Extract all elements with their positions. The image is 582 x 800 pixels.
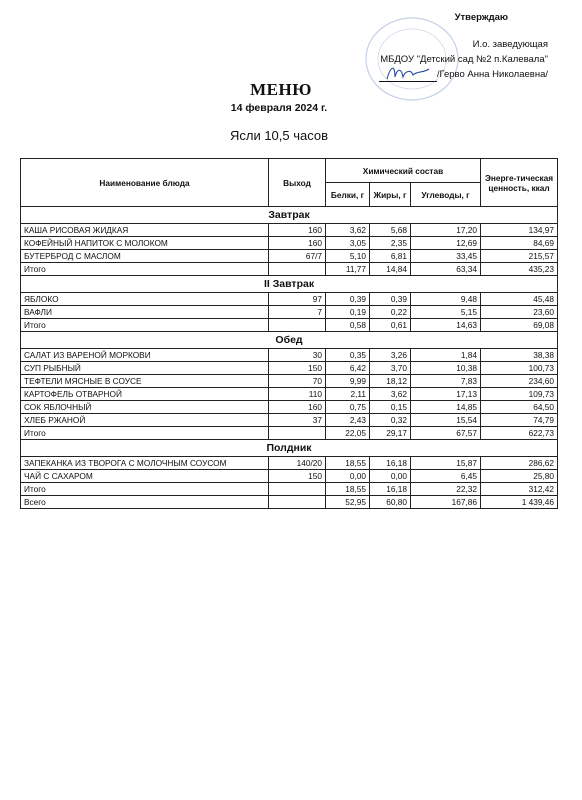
header-output: Выход (269, 159, 326, 207)
grand-total-label: Всего (21, 496, 269, 509)
section-row (21, 440, 558, 457)
dish-fat: 5,68 (370, 224, 411, 237)
total-fat: 29,17 (370, 427, 411, 440)
total-fat: 16,18 (370, 483, 411, 496)
dish-fat: 6,81 (370, 250, 411, 263)
total-label: Итого (21, 263, 269, 276)
total-protein: 11,77 (326, 263, 370, 276)
dish-energy: 109,73 (481, 388, 558, 401)
dish-energy: 23,60 (481, 306, 558, 319)
section-row (21, 332, 558, 349)
header-fat: Жиры, г (370, 183, 411, 207)
total-energy: 622,73 (481, 427, 558, 440)
dish-protein: 2,43 (326, 414, 370, 427)
total-fat: 14,84 (370, 263, 411, 276)
total-carbs: 22,32 (411, 483, 481, 496)
dish-fat: 0,15 (370, 401, 411, 414)
dish-name: ЯБЛОКО (21, 293, 269, 306)
dish-output: 160 (269, 401, 326, 414)
section-title: Завтрак (21, 207, 558, 224)
dish-protein: 9,99 (326, 375, 370, 388)
menu-table (20, 158, 558, 509)
dish-protein: 0,19 (326, 306, 370, 319)
section-title: II Завтрак (21, 276, 558, 293)
dish-carbs: 15,87 (411, 457, 481, 470)
total-protein: 0,58 (326, 319, 370, 332)
dish-energy: 38,38 (481, 349, 558, 362)
dish-carbs: 14,85 (411, 401, 481, 414)
total-row (21, 263, 558, 276)
dish-name: САЛАТ ИЗ ВАРЕНОЙ МОРКОВИ (21, 349, 269, 362)
dish-output: 70 (269, 375, 326, 388)
dish-name: ВАФЛИ (21, 306, 269, 319)
grand-total-energy: 1 439,46 (481, 496, 558, 509)
total-label: Итого (21, 427, 269, 440)
dish-energy: 134,97 (481, 224, 558, 237)
approval-title: Утверждаю (454, 12, 508, 23)
table-row (21, 414, 558, 427)
header-dish-name: Наименование блюда (21, 159, 269, 207)
dish-carbs: 5,15 (411, 306, 481, 319)
dish-carbs: 9,48 (411, 293, 481, 306)
dish-output: 37 (269, 414, 326, 427)
total-protein: 22,05 (326, 427, 370, 440)
dish-fat: 0,00 (370, 470, 411, 483)
total-energy: 312,42 (481, 483, 558, 496)
total-row (21, 483, 558, 496)
table-row (21, 375, 558, 388)
dish-energy: 215,57 (481, 250, 558, 263)
grand-total-row (21, 496, 558, 509)
dish-fat: 0,22 (370, 306, 411, 319)
dish-carbs: 7,83 (411, 375, 481, 388)
dish-name: КОФЕЙНЫЙ НАПИТОК С МОЛОКОМ (21, 237, 269, 250)
table-row (21, 293, 558, 306)
total-carbs: 67,57 (411, 427, 481, 440)
grand-total-output (269, 496, 326, 509)
dish-carbs: 12,69 (411, 237, 481, 250)
dish-energy: 74,79 (481, 414, 558, 427)
table-row (21, 224, 558, 237)
header-carbs: Углеводы, г (411, 183, 481, 207)
total-energy: 435,23 (481, 263, 558, 276)
dish-fat: 16,18 (370, 457, 411, 470)
dish-protein: 3,05 (326, 237, 370, 250)
dish-carbs: 17,13 (411, 388, 481, 401)
dish-fat: 2,35 (370, 237, 411, 250)
dish-carbs: 15,54 (411, 414, 481, 427)
dish-fat: 18,12 (370, 375, 411, 388)
approval-org: МБДОУ "Детский сад №2 п.Калевала" (380, 54, 548, 65)
dish-carbs: 10,38 (411, 362, 481, 375)
total-row (21, 319, 558, 332)
total-row (21, 427, 558, 440)
dish-carbs: 17,20 (411, 224, 481, 237)
approval-name: /Герво Анна Николаевна/ (436, 69, 548, 80)
dish-protein: 18,55 (326, 457, 370, 470)
dish-name: ТЕФТЕЛИ МЯСНЫЕ В СОУСЕ (21, 375, 269, 388)
section-row (21, 276, 558, 293)
dish-output: 110 (269, 388, 326, 401)
dish-carbs: 33,45 (411, 250, 481, 263)
approval-position: И.о. заведующая (472, 39, 548, 50)
dish-fat: 3,70 (370, 362, 411, 375)
dish-output: 30 (269, 349, 326, 362)
dish-protein: 0,39 (326, 293, 370, 306)
dish-protein: 2,11 (326, 388, 370, 401)
page-title: МЕНЮ (250, 80, 312, 99)
total-label: Итого (21, 483, 269, 496)
dish-energy: 84,69 (481, 237, 558, 250)
dish-output: 7 (269, 306, 326, 319)
total-output (269, 319, 326, 332)
section-row (21, 207, 558, 224)
dish-protein: 0,35 (326, 349, 370, 362)
dish-name: ЗАПЕКАНКА ИЗ ТВОРОГА С МОЛОЧНЫМ СОУСОМ (21, 457, 269, 470)
dish-energy: 64,50 (481, 401, 558, 414)
table-row (21, 250, 558, 263)
dish-carbs: 6,45 (411, 470, 481, 483)
dish-energy: 45,48 (481, 293, 558, 306)
dish-output: 140/20 (269, 457, 326, 470)
dish-name: ХЛЕБ РЖАНОЙ (21, 414, 269, 427)
dish-protein: 0,75 (326, 401, 370, 414)
dish-fat: 0,39 (370, 293, 411, 306)
dish-output: 160 (269, 224, 326, 237)
dish-name: КАША РИСОВАЯ ЖИДКАЯ (21, 224, 269, 237)
dish-name: БУТЕРБРОД С МАСЛОМ (21, 250, 269, 263)
dish-protein: 6,42 (326, 362, 370, 375)
total-carbs: 63,34 (411, 263, 481, 276)
total-fat: 0,61 (370, 319, 411, 332)
table-row (21, 237, 558, 250)
table-row (21, 306, 558, 319)
total-carbs: 14,63 (411, 319, 481, 332)
menu-date: 14 февраля 2024 г. (230, 102, 328, 114)
total-energy: 69,08 (481, 319, 558, 332)
dish-energy: 100,73 (481, 362, 558, 375)
section-title: Обед (21, 332, 558, 349)
approval-block (379, 10, 548, 82)
dish-name: КАРТОФЕЛЬ ОТВАРНОЙ (21, 388, 269, 401)
dish-output: 67/7 (269, 250, 326, 263)
dish-name: ЧАЙ С САХАРОМ (21, 470, 269, 483)
dish-fat: 0,32 (370, 414, 411, 427)
dish-output: 150 (269, 470, 326, 483)
grand-total-protein: 52,95 (326, 496, 370, 509)
dish-energy: 286,62 (481, 457, 558, 470)
dish-output: 97 (269, 293, 326, 306)
dish-name: СУП РЫБНЫЙ (21, 362, 269, 375)
table-row (21, 470, 558, 483)
dish-energy: 25,80 (481, 470, 558, 483)
dish-protein: 5,10 (326, 250, 370, 263)
dish-protein: 3,62 (326, 224, 370, 237)
table-row (21, 457, 558, 470)
header-energy: Энерге-тическая ценность, ккал (481, 159, 558, 207)
menu-group: Ясли 10,5 часов (229, 128, 329, 143)
dish-name: СОК ЯБЛОЧНЫЙ (21, 401, 269, 414)
dish-output: 160 (269, 237, 326, 250)
dish-energy: 234,60 (481, 375, 558, 388)
dish-carbs: 1,84 (411, 349, 481, 362)
section-title: Полдник (21, 440, 558, 457)
header-chem: Химический состав (326, 159, 481, 183)
dish-protein: 0,00 (326, 470, 370, 483)
grand-total-carbs: 167,86 (411, 496, 481, 509)
dish-output: 150 (269, 362, 326, 375)
total-label: Итого (21, 319, 269, 332)
table-row (21, 362, 558, 375)
grand-total-fat: 60,80 (370, 496, 411, 509)
table-row (21, 349, 558, 362)
dish-fat: 3,26 (370, 349, 411, 362)
dish-fat: 3,62 (370, 388, 411, 401)
header-protein: Белки, г (326, 183, 370, 207)
table-row (21, 388, 558, 401)
total-output (269, 483, 326, 496)
table-row (21, 401, 558, 414)
total-output (269, 427, 326, 440)
total-output (269, 263, 326, 276)
total-protein: 18,55 (326, 483, 370, 496)
